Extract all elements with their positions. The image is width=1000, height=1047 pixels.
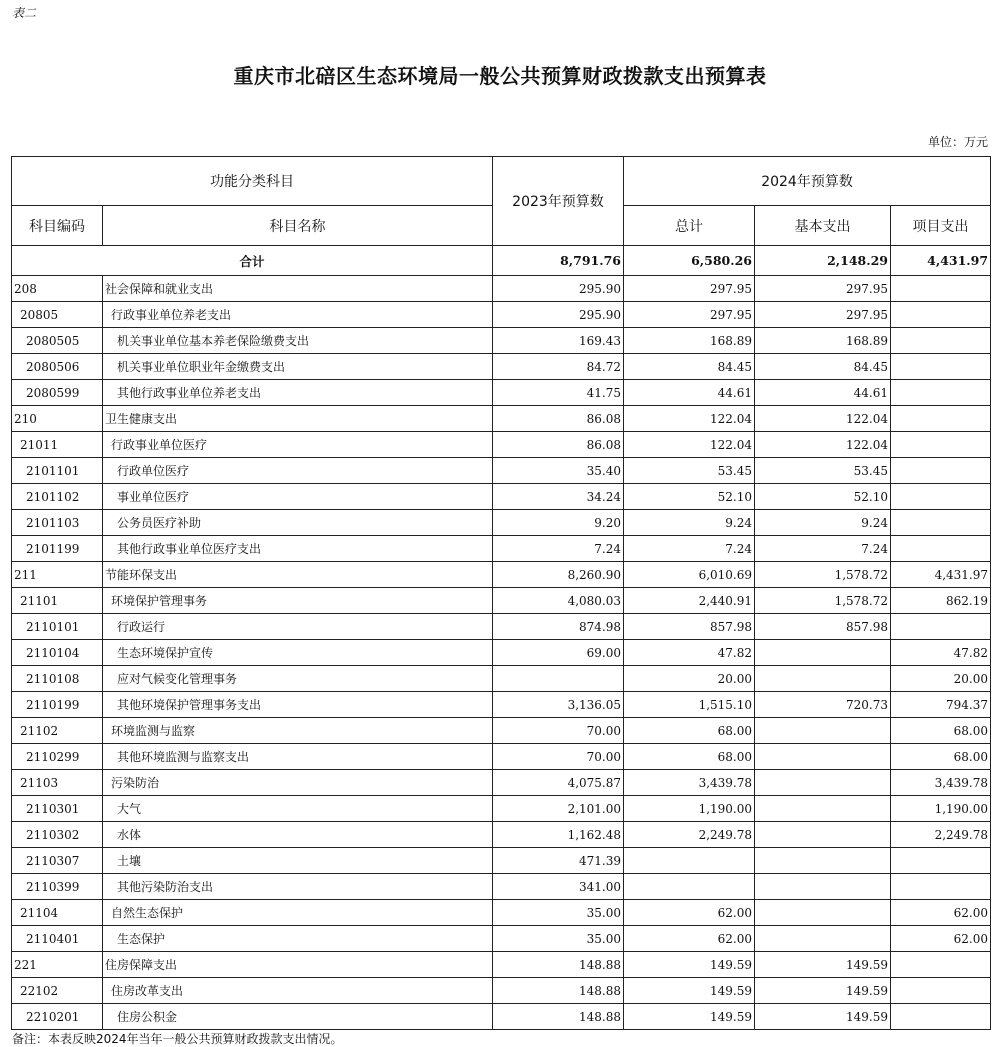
row-total: 9.24 — [624, 510, 755, 536]
header-name: 科目名称 — [103, 206, 493, 246]
row-name: 住房保障支出 — [103, 952, 493, 978]
row-name: 卫生健康支出 — [103, 406, 493, 432]
row-name: 生态保护 — [103, 926, 493, 952]
row-total: 44.61 — [624, 380, 755, 406]
row-code: 2101101 — [12, 458, 103, 484]
row-code: 210 — [12, 406, 103, 432]
row-name: 污染防治 — [103, 770, 493, 796]
table-row — [12, 276, 991, 302]
row-basic: 149.59 — [755, 978, 891, 1004]
row-project — [891, 874, 991, 900]
row-code: 2110299 — [12, 744, 103, 770]
row-project: 3,439.78 — [891, 770, 991, 796]
row-code: 2110101 — [12, 614, 103, 640]
row-basic: 857.98 — [755, 614, 891, 640]
table-row — [12, 692, 991, 718]
row-name: 社会保障和就业支出 — [103, 276, 493, 302]
row-project — [891, 484, 991, 510]
row-total: 122.04 — [624, 406, 755, 432]
row-total: 62.00 — [624, 926, 755, 952]
table-row — [12, 848, 991, 874]
row-code: 2210201 — [12, 1004, 103, 1030]
row-total: 149.59 — [624, 952, 755, 978]
table-row — [12, 432, 991, 458]
row-basic — [755, 874, 891, 900]
row-total: 1,515.10 — [624, 692, 755, 718]
row-basic: 720.73 — [755, 692, 891, 718]
row-basic: 9.24 — [755, 510, 891, 536]
row-budget-2023: 4,080.03 — [493, 588, 624, 614]
row-total: 1,190.00 — [624, 796, 755, 822]
table-row — [12, 354, 991, 380]
row-project: 2,249.78 — [891, 822, 991, 848]
row-budget-2023: 169.43 — [493, 328, 624, 354]
row-name: 自然生态保护 — [103, 900, 493, 926]
table-row — [12, 744, 991, 770]
row-name: 事业单位医疗 — [103, 484, 493, 510]
row-budget-2023: 148.88 — [493, 952, 624, 978]
row-total: 7.24 — [624, 536, 755, 562]
header-classification: 功能分类科目 — [12, 157, 493, 206]
row-name: 环境监测与监察 — [103, 718, 493, 744]
row-total: 6,010.69 — [624, 562, 755, 588]
row-project: 4,431.97 — [891, 562, 991, 588]
row-budget-2023: 35.40 — [493, 458, 624, 484]
row-code: 21102 — [12, 718, 103, 744]
table-row — [12, 1004, 991, 1030]
row-name: 其他环境保护管理事务支出 — [103, 692, 493, 718]
row-basic: 122.04 — [755, 406, 891, 432]
row-name: 住房改革支出 — [103, 978, 493, 1004]
row-total: 62.00 — [624, 900, 755, 926]
row-budget-2023: 9.20 — [493, 510, 624, 536]
row-basic — [755, 640, 891, 666]
row-name: 其他环境监测与监察支出 — [103, 744, 493, 770]
row-total: 122.04 — [624, 432, 755, 458]
row-name: 行政事业单位医疗 — [103, 432, 493, 458]
row-budget-2023: 35.00 — [493, 926, 624, 952]
header-total: 总计 — [624, 206, 755, 246]
row-total: 3,439.78 — [624, 770, 755, 796]
row-project — [891, 614, 991, 640]
row-code: 208 — [12, 276, 103, 302]
row-code: 21011 — [12, 432, 103, 458]
row-name: 机关事业单位基本养老保险缴费支出 — [103, 328, 493, 354]
row-code: 221 — [12, 952, 103, 978]
row-project: 20.00 — [891, 666, 991, 692]
row-name: 环境保护管理事务 — [103, 588, 493, 614]
row-code: 21103 — [12, 770, 103, 796]
row-budget-2023 — [493, 666, 624, 692]
row-project — [891, 458, 991, 484]
summary-label: 合计 — [12, 246, 493, 276]
row-project — [891, 354, 991, 380]
page-title: 重庆市北碚区生态环境局一般公共预算财政拨款支出预算表 — [233, 64, 767, 88]
table-row — [12, 510, 991, 536]
header-project: 项目支出 — [891, 206, 991, 246]
table-row — [12, 978, 991, 1004]
row-total: 149.59 — [624, 978, 755, 1004]
row-name: 其他行政事业单位养老支出 — [103, 380, 493, 406]
row-project: 794.37 — [891, 692, 991, 718]
header-budget-2023: 2023年预算数 — [493, 157, 624, 246]
row-basic: 149.59 — [755, 1004, 891, 1030]
footnote: 备注：本表反映2024年当年一般公共预算财政拨款支出情况。 — [12, 1032, 343, 1046]
table-row — [12, 406, 991, 432]
row-name: 行政运行 — [103, 614, 493, 640]
row-code: 21101 — [12, 588, 103, 614]
row-budget-2023: 70.00 — [493, 718, 624, 744]
row-basic: 84.45 — [755, 354, 891, 380]
row-basic — [755, 744, 891, 770]
table-body — [12, 246, 991, 1030]
row-name: 生态环境保护宣传 — [103, 640, 493, 666]
row-name: 公务员医疗补助 — [103, 510, 493, 536]
row-basic: 7.24 — [755, 536, 891, 562]
summary-project: 4,431.97 — [891, 246, 991, 276]
row-code: 21104 — [12, 900, 103, 926]
row-code: 2110401 — [12, 926, 103, 952]
row-budget-2023: 295.90 — [493, 276, 624, 302]
row-budget-2023: 874.98 — [493, 614, 624, 640]
row-total: 2,249.78 — [624, 822, 755, 848]
row-basic — [755, 822, 891, 848]
budget-table — [11, 156, 991, 1030]
row-name: 机关事业单位职业年金缴费支出 — [103, 354, 493, 380]
row-budget-2023: 41.75 — [493, 380, 624, 406]
row-code: 2080599 — [12, 380, 103, 406]
row-code: 2110108 — [12, 666, 103, 692]
row-project: 1,190.00 — [891, 796, 991, 822]
row-basic: 297.95 — [755, 302, 891, 328]
row-project: 62.00 — [891, 926, 991, 952]
row-budget-2023: 35.00 — [493, 900, 624, 926]
table-row — [12, 614, 991, 640]
summary-total: 6,580.26 — [624, 246, 755, 276]
table-row — [12, 874, 991, 900]
row-project — [891, 328, 991, 354]
row-code: 2101199 — [12, 536, 103, 562]
header-code: 科目编码 — [12, 206, 103, 246]
row-project: 862.19 — [891, 588, 991, 614]
row-code: 2110399 — [12, 874, 103, 900]
row-budget-2023: 7.24 — [493, 536, 624, 562]
row-project: 47.82 — [891, 640, 991, 666]
row-total: 168.89 — [624, 328, 755, 354]
row-total: 297.95 — [624, 302, 755, 328]
row-project — [891, 536, 991, 562]
row-basic — [755, 770, 891, 796]
row-basic: 1,578.72 — [755, 562, 891, 588]
table-row — [12, 328, 991, 354]
row-name: 水体 — [103, 822, 493, 848]
row-basic: 52.10 — [755, 484, 891, 510]
row-budget-2023: 341.00 — [493, 874, 624, 900]
unit-label: 单位：万元 — [927, 135, 988, 149]
row-budget-2023: 4,075.87 — [493, 770, 624, 796]
row-total: 68.00 — [624, 718, 755, 744]
row-basic: 44.61 — [755, 380, 891, 406]
table-row — [12, 588, 991, 614]
row-budget-2023: 86.08 — [493, 406, 624, 432]
row-project: 68.00 — [891, 744, 991, 770]
row-project — [891, 302, 991, 328]
row-project — [891, 406, 991, 432]
row-total: 47.82 — [624, 640, 755, 666]
row-code: 2110302 — [12, 822, 103, 848]
table-row — [12, 926, 991, 952]
row-code: 2101102 — [12, 484, 103, 510]
row-project: 68.00 — [891, 718, 991, 744]
table-row — [12, 770, 991, 796]
table-row — [12, 458, 991, 484]
table-row — [12, 380, 991, 406]
row-budget-2023: 1,162.48 — [493, 822, 624, 848]
row-total: 2,440.91 — [624, 588, 755, 614]
row-budget-2023: 3,136.05 — [493, 692, 624, 718]
row-code: 2110199 — [12, 692, 103, 718]
row-project — [891, 380, 991, 406]
row-budget-2023: 69.00 — [493, 640, 624, 666]
row-basic: 149.59 — [755, 952, 891, 978]
row-budget-2023: 84.72 — [493, 354, 624, 380]
row-name: 大气 — [103, 796, 493, 822]
table-row — [12, 640, 991, 666]
row-basic — [755, 848, 891, 874]
row-name: 其他行政事业单位医疗支出 — [103, 536, 493, 562]
table-row — [12, 536, 991, 562]
row-total: 297.95 — [624, 276, 755, 302]
row-basic: 1,578.72 — [755, 588, 891, 614]
row-code: 211 — [12, 562, 103, 588]
row-total: 53.45 — [624, 458, 755, 484]
row-name: 土壤 — [103, 848, 493, 874]
row-code: 2110104 — [12, 640, 103, 666]
row-total: 84.45 — [624, 354, 755, 380]
row-budget-2023: 148.88 — [493, 1004, 624, 1030]
row-name: 节能环保支出 — [103, 562, 493, 588]
row-total: 149.59 — [624, 1004, 755, 1030]
table-row — [12, 484, 991, 510]
row-project — [891, 276, 991, 302]
row-total: 857.98 — [624, 614, 755, 640]
row-budget-2023: 295.90 — [493, 302, 624, 328]
row-budget-2023: 8,260.90 — [493, 562, 624, 588]
table-row — [12, 796, 991, 822]
row-code: 2080505 — [12, 328, 103, 354]
row-code: 20805 — [12, 302, 103, 328]
header-basic: 基本支出 — [755, 206, 891, 246]
summary-basic: 2,148.29 — [755, 246, 891, 276]
row-budget-2023: 471.39 — [493, 848, 624, 874]
summary-2023: 8,791.76 — [493, 246, 624, 276]
row-basic: 53.45 — [755, 458, 891, 484]
table-row — [12, 562, 991, 588]
row-code: 2080506 — [12, 354, 103, 380]
table-row — [12, 952, 991, 978]
row-project — [891, 432, 991, 458]
row-code: 2101103 — [12, 510, 103, 536]
row-name: 行政单位医疗 — [103, 458, 493, 484]
row-basic — [755, 718, 891, 744]
row-name: 其他污染防治支出 — [103, 874, 493, 900]
row-budget-2023: 86.08 — [493, 432, 624, 458]
row-project — [891, 978, 991, 1004]
row-code: 2110307 — [12, 848, 103, 874]
row-code: 22102 — [12, 978, 103, 1004]
row-project — [891, 952, 991, 978]
row-name: 住房公积金 — [103, 1004, 493, 1030]
row-basic — [755, 666, 891, 692]
row-total: 52.10 — [624, 484, 755, 510]
row-budget-2023: 148.88 — [493, 978, 624, 1004]
table-row — [12, 900, 991, 926]
summary-row — [12, 246, 991, 276]
row-name: 行政事业单位养老支出 — [103, 302, 493, 328]
row-total: 20.00 — [624, 666, 755, 692]
row-basic: 168.89 — [755, 328, 891, 354]
table-row — [12, 302, 991, 328]
row-name: 应对气候变化管理事务 — [103, 666, 493, 692]
row-project — [891, 1004, 991, 1030]
row-basic: 122.04 — [755, 432, 891, 458]
row-basic — [755, 926, 891, 952]
table-tag: 表二 — [12, 6, 37, 20]
row-budget-2023: 2,101.00 — [493, 796, 624, 822]
row-basic: 297.95 — [755, 276, 891, 302]
row-project: 62.00 — [891, 900, 991, 926]
row-basic — [755, 900, 891, 926]
header-budget-2024: 2024年预算数 — [624, 157, 991, 206]
table-row — [12, 666, 991, 692]
row-total — [624, 874, 755, 900]
row-budget-2023: 34.24 — [493, 484, 624, 510]
row-total: 68.00 — [624, 744, 755, 770]
row-total — [624, 848, 755, 874]
row-project — [891, 510, 991, 536]
row-project — [891, 848, 991, 874]
table-row — [12, 822, 991, 848]
row-basic — [755, 796, 891, 822]
row-code: 2110301 — [12, 796, 103, 822]
row-budget-2023: 70.00 — [493, 744, 624, 770]
table-row — [12, 718, 991, 744]
